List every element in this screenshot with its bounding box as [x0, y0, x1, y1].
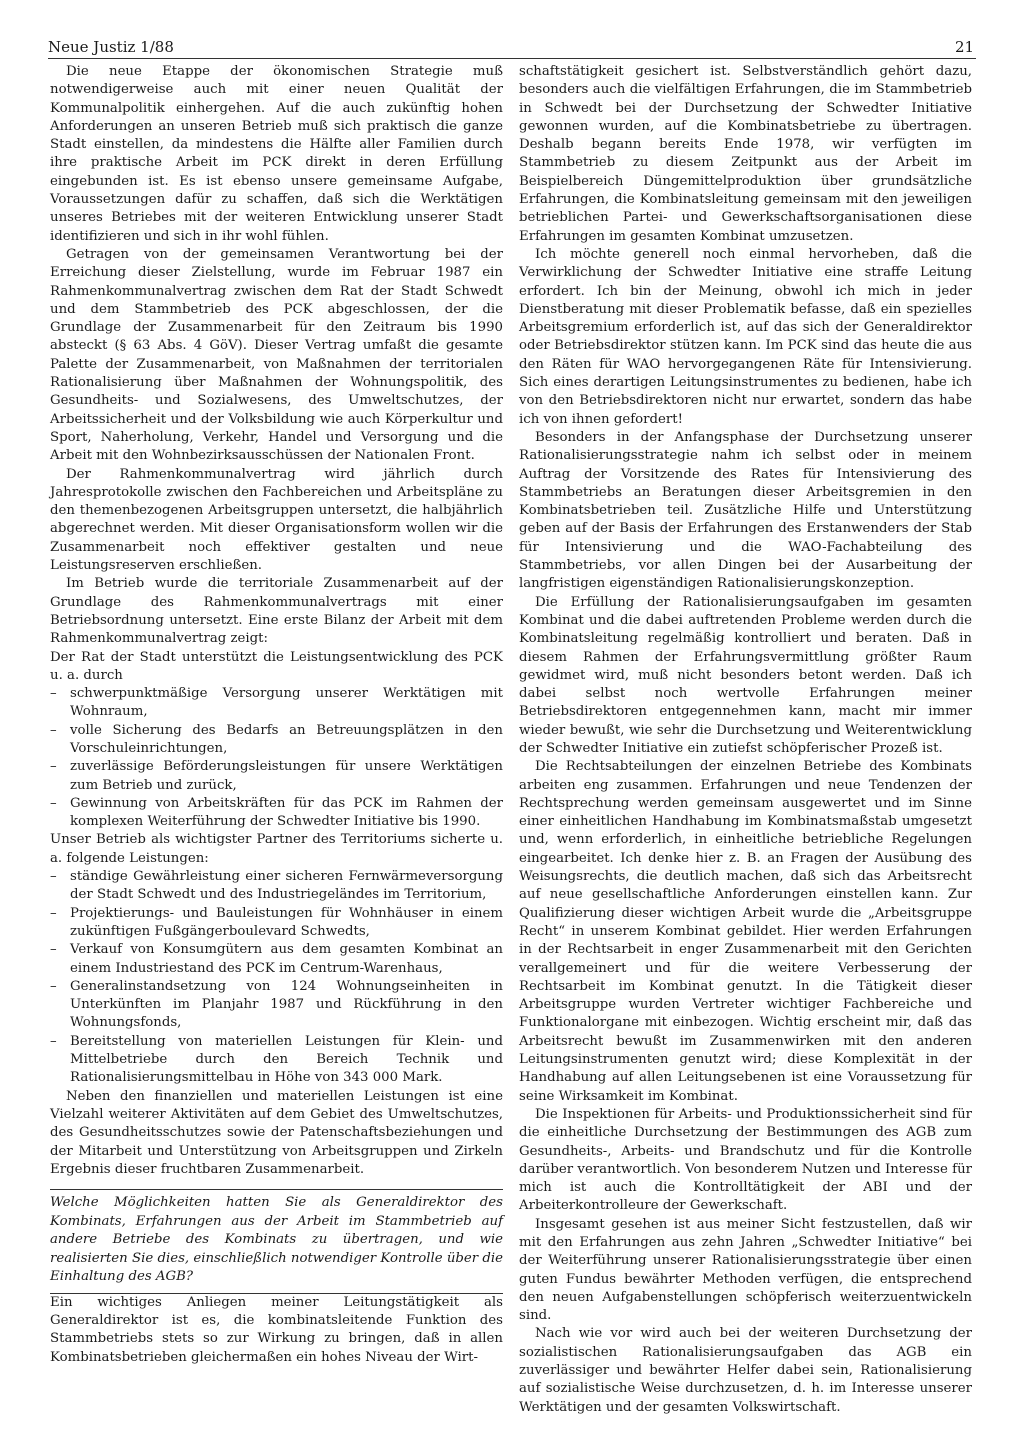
journal-title: Neue Justiz 1/88: [48, 38, 174, 56]
interview-question: [50, 1189, 503, 1294]
list-item: – Bereitstellung von materiellen Leistungen für Klein- und Mittelbetriebe durch den Bereich Technik und Rationalisierungsmittelbau in Höhe von 343 000 Mark.: [50, 1033, 503, 1088]
paragraph: Die Erfüllung der Rationalisierungsaufgaben im gesamten Kombinat und die dabei auftretenden Probleme werden durch die Kombinatsleitung regelmäßig kontrolliert und beraten. Daß in diesem Rahmen der Erfahrungsvermittlung größter Raum gewidmet wird, muß nicht besonders betont werden. Daß ich dabei selbst noch wertvolle Erfahrungen meiner Betriebsdirektoren entgegennehmen kann, macht mir immer wieder bewußt, wie sehr die Durchsetzung und Weiterentwicklung der Schwedter Initiative ein zutiefst schöpferischer Prozeß ist.: [519, 594, 972, 756]
paragraph: Ich möchte generell noch einmal hervorheben, daß die Verwirklichung der Schwedter Initiative eine straffe Leitung erfordert. Ich bin der Meinung, obwohl ich mich in jeder Dienstberatung mit dieser Problematik befasse, daß ein spezielles Arbeitsgremium erforderlich ist, auf das sich der Generaldirektor oder Betriebsdirektor stützen kann. Im PCK sind das heute die aus den Räten für WAO hervorgegangenen Räte für Intensivierung. Sich eines derartigen Leitungsinstrumentes zu bedienen, habe ich von den Betriebsdirektoren nicht nur erwartet, sondern das habe ich von ihnen gefordert!: [519, 246, 972, 427]
page-number: 21: [955, 38, 975, 56]
list-item: – ständige Gewährleistung einer sicheren Fernwärmeversorgung der Stadt Schwedt und des Industriegeländes im Territorium,: [50, 868, 503, 905]
paragraph: Nach wie vor wird auch bei der weiteren Durchsetzung der sozialistischen Rationalisierungsaufgaben das AGB ein zuverlässiger und bewährter Helfer dabei sein, Rationalisierung auf sozialistische Weise durchzusetzen, d. h. im Interesse unserer Werktätigen und der gesamten Volkswirtschaft.: [519, 1326, 972, 1415]
support-list: [50, 685, 503, 831]
paragraph: Die Inspektionen für Arbeits- und Produktionssicherheit sind für die einheitliche Durchsetzung der Bestimmungen des AGB zum Gesundheits-, Arbeits- und Brandschutz und für die Kontrolle darüber verantwortlich. Von besonderem Nutzen und Interesse für mich ist auch die Kontrolltätigkeit der ABI und der Arbeiterkontrolleure der Gewerkschaft.: [519, 1106, 972, 1214]
paragraph: Besonders in der Anfangsphase der Durchsetzung unserer Rationalisierungsstrategie nahm ich selbst oder in meinem Auftrag der Vorsitzende des Rates für Intensivierung des Stammbetriebs an Beratungen dieser Arbeitsgremien in den Kombinatsbetrieben teil. Zusätzliche Hilfe und Unterstützung geben auf der Basis der Erfahrungen des Erstanwenders der Stab für Intensivierung und die WAO-Fachabteilung des Stammbetriebs, vor allen Dingen bei der Ausarbeitung der langfristigen eigenständigen Rationalisierungskonzeption.: [519, 429, 972, 592]
list-item: – Projektierungs- und Bauleistungen für Wohnhäuser in einem zukünftigen Fußgängerboulevard Schwedts,: [50, 905, 503, 942]
list-item: – volle Sicherung des Bedarfs an Betreuungsplätzen in den Vorschuleinrichtungen,: [50, 722, 503, 759]
paragraph: Unser Betrieb als wichtigster Partner des Territoriums sicherte u. a. folgende Leistungen:: [50, 832, 503, 866]
question-text: Welche Möglichkeiten hatten Sie als Generaldirektor des Kombinats, Erfahrungen aus der Arbeit im Stammbetrieb auf andere Betriebe des Kombinats zu übertragen, und wie realisierten Sie dies, einschließlich notwendiger Kontrolle über die Einhaltung des AGB?: [50, 1195, 503, 1285]
paragraph: schaftstätigkeit gesichert ist. Selbstverständlich gehört dazu, besonders auch die vielfältigen Erfahrungen, die im Stammbetrieb in Schwedt bei der Durchsetzung der Schwedter Initiative gewonnen wurden, auf die Kombinatsbetriebe zu übertragen. Deshalb begann bereits Ende 1978, wir verfügten im Stammbetrieb zu diesem Zeitpunkt aus der Arbeit im Beispielbereich Düngemittelproduktion über grundsätzliche Erfahrungen, die Kombinatsleitung gemeinsam mit den jeweiligen betrieblichen Partei- und Gewerkschaftsorganisationen diese Erfahrungen im gesamten Kombinat umzusetzen.: [519, 64, 972, 244]
paragraph: Neben den finanziellen und materiellen Leistungen ist eine Vielzahl weiterer Aktivitäten auf dem Gebiet des Umweltschutzes, des Gesundheitsschutzes sowie der Patenschaftsbeziehungen und der Mitarbeit und Unterstützung von Arbeitsgruppen und Zirkeln Ergebnis dieser fruchtbaren Zusammenarbeit.: [50, 1088, 503, 1177]
header-rule: [48, 58, 976, 59]
list-item: – schwerpunktmäßige Versorgung unserer Werktätigen mit Wohnraum,: [50, 685, 503, 722]
left-column: [50, 63, 503, 1367]
paragraph: Der Rahmenkommunalvertrag wird jährlich durch Jahresprotokolle zwischen den Fachbereichen und Arbeitspläne zu den themenbezogenen Arbeitsgruppen untersetzt, die halbjährlich abgerechnet werden. Mit dieser Organisationsform wollen wir die Zusammenarbeit noch effektiver gestalten und neue Leistungsreserven erschließen.: [50, 466, 503, 574]
list-item: – Generalinstandsetzung von 124 Wohnungseinheiten in Unterkünften im Planjahr 1987 und Rückführung in den Wohnungsfonds,: [50, 978, 503, 1033]
right-column: [519, 63, 972, 1417]
services-list: [50, 868, 503, 1088]
list-item: – zuverlässige Beförderungsleistungen für unsere Werktätigen zum Betrieb und zurück,: [50, 758, 503, 795]
paragraph: Die neue Etappe der ökonomischen Strategie muß notwendigerweise auch mit einer neuen Qualität der Kommunalpolitik einhergehen. Auf die auch zukünftig hohen Anforderungen an unseren Betrieb muß sich praktisch die ganze Stadt einstellen, da mindestens die Hälfte aller Familien durch ihre praktische Arbeit im PCK direkt in deren Erfüllung eingebunden ist. Es ist ebenso unsere gemeinsame Aufgabe, Voraussetzungen dafür zu schaffen, daß sich die Werktätigen unseres Betriebes mit der weiteren Entwicklung unserer Stadt identifizieren und sich in ihr wohl fühlen.: [50, 64, 503, 244]
list-item: – Gewinnung von Arbeitskräften für das PCK im Rahmen der komplexen Weiterführung der Schwedter Initiative bis 1990.: [50, 795, 503, 832]
list-item: – Verkauf von Konsumgütern aus dem gesamten Kombinat an einem Industriestand des PCK im Centrum-Warenhaus,: [50, 941, 503, 978]
paragraph: Getragen von der gemeinsamen Verantwortung bei der Erreichung dieser Zielstellung, wurde im Februar 1987 ein Rahmenkommunalvertrag zwischen dem Rat der Stadt Schwedt und dem Stammbetrieb des PCK abgeschlossen, der die Grundlage der Zusammenarbeit für den Zeitraum bis 1990 absteckt (§ 63 Abs. 4 GöV). Dieser Vertrag umfaßt die gesamte Palette der Zusammenarbeit, von Maßnahmen der territorialen Rationalisierung über Maßnahmen der Wohnungspolitik, des Gesundheits- und Sozialwesens, des Umweltschutzes, der Arbeitssicherheit und der Volksbildung wie auch Körperkultur und Sport, Naherholung, Verkehr, Handel und Versorgung und die Arbeit mit den Wohnbezirksausschüssen der Nationalen Front.: [50, 246, 503, 464]
paragraph: Im Betrieb wurde die territoriale Zusammenarbeit auf der Grundlage des Rahmenkommunalvertrags mit einer Betriebsordnung untersetzt. Eine erste Bilanz der Arbeit mit dem Rahmenkommunalvertrag zeigt:: [50, 576, 503, 647]
paragraph: Insgesamt gesehen ist aus meiner Sicht festzustellen, daß wir mit den Erfahrungen aus zehn Jahren „Schwedter Initiative“ bei der Weiterführung unserer Rationalisierungsstrategie über einen guten Fundus bewährter Methoden verfügen, die entsprechend den neuen Aufgabenstellungen schöpferisch weiterzuentwickeln sind.: [519, 1216, 972, 1324]
paragraph: Ein wichtiges Anliegen meiner Leitungstätigkeit als Generaldirektor ist es, die kombinatsleitende Funktion des Stammbetriebs stets so zur Wirkung zu bringen, daß in allen Kombinatsbetrieben gleichermaßen ein hohes Niveau der Wirt-: [50, 1294, 503, 1365]
paragraph: Der Rat der Stadt unterstützt die Leistungsentwicklung des PCK u. a. durch: [50, 649, 503, 683]
paragraph: Die Rechtsabteilungen der einzelnen Betriebe des Kombinats arbeiten eng zusammen. Erfahrungen und neue Tendenzen der Rechtsprechung werden gemeinsam ausgewertet und im Sinne einer einheitlichen Handhabung im Kombinatsmaßstab umgesetzt und, wenn erforderlich, in einheitliche betriebliche Regelungen eingearbeitet. Ich denke hier z. B. an Fragen der Ausübung des Weisungsrechts, die deutlich machen, daß sich das Arbeitsrecht auf neue gesellschaftliche Anforderungen einstellen kann. Zur Qualifizierung dieser wichtigen Arbeit wurde die „Arbeitsgruppe Recht“ in unserem Kombinat gebildet. Hier werden Erfahrungen in der Rechtsarbeit in enger Zusammenarbeit mit den Gerichten verallgemeinert und für die weitere Verbesserung der Rechtsarbeit im Kombinat genutzt. In die Tätigkeit dieser Arbeitsgruppe wurden Vertreter wichtiger Fachbereiche und Funktionalorgane mit einbezogen. Wichtig erscheint mir, daß das Arbeitsrecht bewußt im Zusammenwirken mit den anderen Leitungsinstrumenten genutzt wird; diese Komplexität in der Handhabung auf allen Leitungsebenen ist eine Voraussetzung für seine Wirksamkeit im Kombinat.: [519, 759, 972, 1104]
